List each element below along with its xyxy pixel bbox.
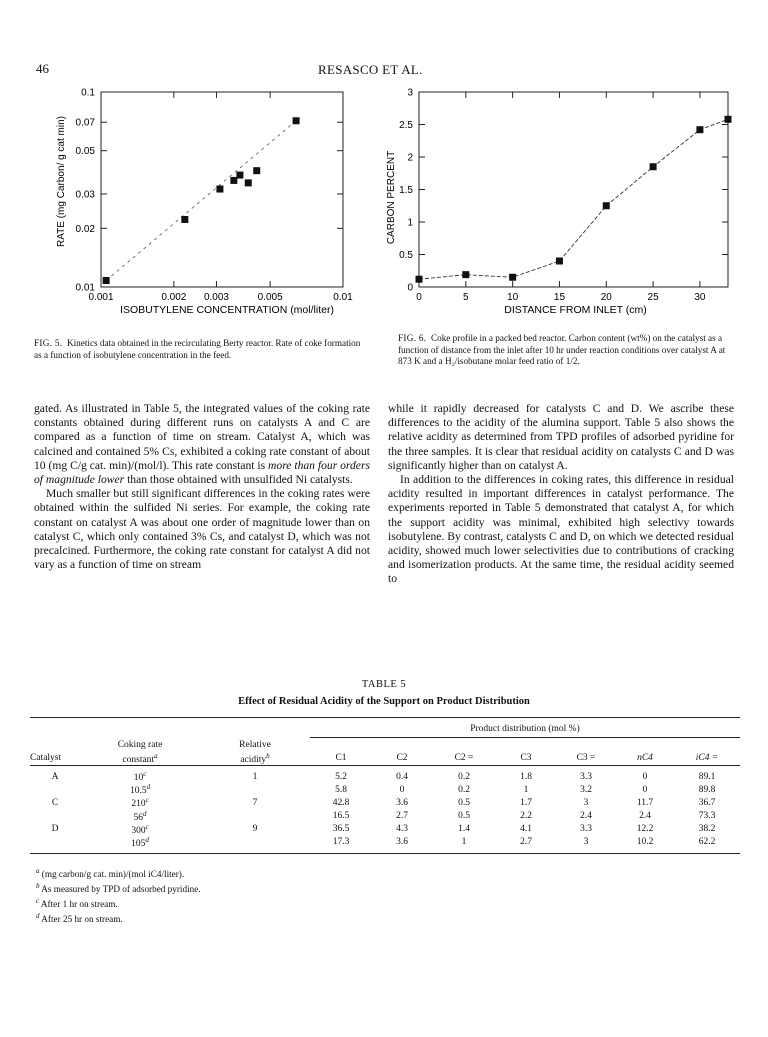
x-tick-label: 0.005 xyxy=(257,292,283,303)
th-product-nc4: nC4 xyxy=(616,751,674,766)
cell-coking-constant xyxy=(80,796,200,809)
y-tick-label: 0.07 xyxy=(75,117,95,129)
figure-5-chart xyxy=(0,80,378,336)
data-point xyxy=(603,202,610,209)
x-tick-label: 5 xyxy=(463,292,469,303)
table-footnote xyxy=(36,910,436,925)
y-axis-label: CARBON PERCENT xyxy=(386,150,397,245)
data-point xyxy=(293,117,300,124)
cell-product-value: 0 xyxy=(642,784,648,795)
cell-product-value: 42.8 xyxy=(332,797,350,808)
th-product-c2: C2 xyxy=(372,751,432,766)
cell-product-value: 0 xyxy=(642,771,648,782)
cell-product-value: 3.3 xyxy=(580,771,592,782)
figure-5-caption-label: FIG. 5. xyxy=(34,338,63,348)
x-tick-label: 0.003 xyxy=(203,292,229,303)
cell-coking-value: 10.5 xyxy=(129,786,147,797)
cell-product-value: 17.3 xyxy=(310,836,372,854)
data-point xyxy=(245,179,252,186)
data-point xyxy=(253,167,260,174)
series-line xyxy=(419,119,728,279)
th-constant xyxy=(80,751,200,766)
th-constant-text: constant xyxy=(122,754,155,765)
data-point xyxy=(181,216,188,223)
y-tick-label: 1 xyxy=(407,217,413,229)
th-product-ic4-ene: iC4 = xyxy=(674,751,740,766)
cell-product-value: 2.4 xyxy=(639,811,651,822)
cell-product-value: 16.5 xyxy=(332,811,350,822)
table-5 xyxy=(30,721,740,854)
data-point xyxy=(416,276,423,283)
cell-product-value: 4.1 xyxy=(520,824,532,835)
table-5-label: TABLE 5 xyxy=(361,679,407,690)
cell-product-value: 2.2 xyxy=(520,811,532,822)
cell-acidity: 1 xyxy=(252,771,258,782)
y-tick-label: 0.02 xyxy=(75,223,95,235)
cell-catalyst: A xyxy=(51,771,59,782)
cell-product-value: 62.2 xyxy=(674,836,740,854)
cell-catalyst: C xyxy=(51,797,59,808)
left-para-1-emphasis: more than four orders of magnitude lower xyxy=(34,458,370,487)
footnote-mark: a xyxy=(36,867,40,875)
right-para-2: In addition to the differences in coking rates, this difference in residual acidity resulted in important differences in catalyst performance. The experiments reported in Table 5 demonstrated that catalyst A, for which the support acidity was minimal, exhibited high selectivy towards isobutylene. By contrast, catalysts C and D, on which we detected residual acidity, showed much lower selectivities due to contributions of cracking and isomerization products. At the same time, the residual acidity seemed to xyxy=(388,473,734,586)
th-constant-sup: a xyxy=(154,751,158,760)
th-product-c2-ene: C2 = xyxy=(432,751,496,766)
cell-product-value: 1.4 xyxy=(458,824,470,835)
cell-product-value: 2.4 xyxy=(580,811,592,822)
table-row xyxy=(30,783,740,796)
trend-line xyxy=(106,121,296,281)
y-tick-label: 1.5 xyxy=(399,185,413,196)
x-tick-label: 0 xyxy=(416,292,422,303)
cell-product-value: 0.4 xyxy=(396,771,408,782)
cell-product-value: 73.3 xyxy=(698,811,716,822)
y-tick-label: 0 xyxy=(407,282,413,294)
cell-product-value: 3 xyxy=(583,797,589,808)
x-tick-label: 0.001 xyxy=(88,292,114,303)
table-footnote xyxy=(36,865,436,880)
cell-product-value: 3.6 xyxy=(396,797,408,808)
cell-coking-sup: d xyxy=(146,783,151,792)
cell-product-value: 12.2 xyxy=(636,824,654,835)
cell-coking-constant xyxy=(80,766,200,784)
cell-coking-constant xyxy=(80,783,200,796)
cell-product-value: 0.5 xyxy=(458,811,470,822)
data-point xyxy=(230,177,237,184)
th-coking-rate: Coking rate xyxy=(117,740,163,751)
table-row xyxy=(30,836,740,854)
plot-frame xyxy=(419,92,728,287)
cell-coking-sup: c xyxy=(143,770,147,779)
cell-coking-value: 105 xyxy=(131,839,146,850)
th-relative: Relative xyxy=(239,740,271,751)
cell-product-value: 1.8 xyxy=(520,771,532,782)
cell-acidity xyxy=(200,810,310,823)
cell-coking-value: 10 xyxy=(133,773,144,784)
th-product-c1: C1 xyxy=(310,751,372,766)
cell-coking-constant xyxy=(80,823,200,836)
data-point xyxy=(103,277,110,284)
table-footnote xyxy=(36,880,436,895)
cell-product-value: 0 xyxy=(399,784,405,795)
figure-6-chart xyxy=(378,80,756,336)
data-point xyxy=(236,172,243,179)
y-tick-label: 0.03 xyxy=(75,189,95,201)
th-acidity xyxy=(200,751,310,766)
table-row xyxy=(30,810,740,823)
cell-product-value: 3 xyxy=(556,836,616,854)
x-tick-label: 20 xyxy=(600,292,612,303)
cell-product-value: 36.7 xyxy=(698,797,716,808)
x-tick-label: 25 xyxy=(647,292,659,303)
cell-coking-sup: d xyxy=(145,835,149,844)
x-tick-label: 10 xyxy=(507,292,519,303)
table-row xyxy=(30,796,740,809)
page-number: 46 xyxy=(36,61,49,76)
footnote-mark: b xyxy=(36,882,40,891)
table-5-body xyxy=(30,766,740,854)
cell-product-value: 0.5 xyxy=(458,797,470,808)
cell-acidity xyxy=(200,836,310,854)
footnote-text: As measured by TPD of adsorbed pyridine. xyxy=(39,884,201,895)
cell-product-value: 89.8 xyxy=(698,784,716,795)
cell-coking-constant xyxy=(80,836,200,854)
y-tick-label: 2 xyxy=(407,152,413,164)
cell-acidity: 9 xyxy=(252,824,258,835)
figure-5-caption xyxy=(34,338,367,361)
figure-6-caption xyxy=(398,333,734,368)
cell-product-value: 11.7 xyxy=(636,797,654,808)
left-para-2: Much smaller but still significant differences in the coking rates were obtained within the sulfided Ni series. For example, the coking rate constant on catalyst A was about one order of magnitude lower than on catalyst C, which only contained 3% Cs, and catalyst D, which was not precalcined. Furthermore, the coking rate constant for catalyst A did not vary as a function of time on stream xyxy=(34,487,370,572)
y-axis-label: RATE (mg Carbon/ g cat min) xyxy=(56,116,67,247)
y-tick-label: 0.1 xyxy=(81,87,95,99)
table-row xyxy=(30,823,740,836)
cell-coking-constant xyxy=(80,810,200,823)
cell-catalyst xyxy=(30,836,80,854)
th-catalyst: Catalyst xyxy=(30,751,80,766)
cell-product-value: 5.8 xyxy=(335,784,347,795)
right-para-1: while it rapidly decreased for catalysts C and D. We ascribe these differences to the acidity of the alumina support. Table 5 also shows the relative acidity as determined from TPD profiles of adsorbed pyridine for the three samples. It is clear that residual acidity on catalysts C and D was significantly higher than on catalyst A. xyxy=(388,402,734,472)
data-point xyxy=(509,274,516,281)
x-tick-label: 15 xyxy=(553,292,566,303)
x-tick-label: 0.002 xyxy=(161,292,187,303)
table-footnote xyxy=(36,895,436,910)
footnote-mark: d xyxy=(36,912,40,921)
table-5-title: Effect of Residual Acidity of the Support on Product Distribution xyxy=(238,696,530,707)
cell-coking-sup: c xyxy=(145,822,149,831)
y-tick-label: 2.5 xyxy=(399,120,413,131)
y-tick-label: 0.01 xyxy=(75,282,95,294)
cell-coking-value: 56 xyxy=(133,812,143,823)
cell-acidity: 7 xyxy=(252,797,258,808)
cell-product-value: 89.1 xyxy=(698,771,716,782)
figure-5-caption-text: Kinetics data obtained in the recirculating Berty reactor. Rate of coke formation as a function of isobutylene concentration in the feed. xyxy=(34,338,361,360)
cell-product-value: 38.2 xyxy=(698,824,716,835)
data-point xyxy=(725,116,732,123)
x-tick-label: 30 xyxy=(694,292,706,303)
th-product-c3: C3 xyxy=(496,751,556,766)
cell-acidity xyxy=(200,783,310,796)
left-para-1b: than those obtained with unsulfided Ni catalysts. xyxy=(124,473,353,487)
cell-product-value: 2.7 xyxy=(396,811,408,822)
data-point xyxy=(650,163,657,170)
y-tick-label: 3 xyxy=(407,87,413,99)
x-axis-label: DISTANCE FROM INLET (cm) xyxy=(504,304,647,316)
figure-6-caption-text: Coke profile in a packed bed reactor. Carbon content (wt%) on the catalyst as a function of distance from the inlet after 10 hr under reaction conditions over catalyst A at 873 K and a H₂/isobutane molar feed ratio of 1/2. xyxy=(398,333,726,366)
footnote-text: (mg carbon/g cat. min)/(mol iC4/liter). xyxy=(39,869,185,880)
table-5-top-rule xyxy=(30,717,740,718)
footnote-mark: c xyxy=(36,897,40,906)
body-column-right xyxy=(388,402,734,587)
footnote-text: After 25 hr on stream. xyxy=(39,914,123,925)
data-point xyxy=(696,126,703,133)
th-acidity-sup: b xyxy=(266,751,270,760)
table-row xyxy=(30,766,740,784)
th-acidity-text: acidity xyxy=(240,754,267,765)
table-5-group-header: Product distribution (mol %) xyxy=(310,721,740,738)
cell-product-value: 5.2 xyxy=(335,771,347,782)
data-point xyxy=(462,271,469,278)
x-axis-label: ISOBUTYLENE CONCENTRATION (mol/liter) xyxy=(120,304,334,316)
y-tick-label: 0.5 xyxy=(399,250,413,261)
cell-product-value: 2.7 xyxy=(496,836,556,854)
x-tick-label: 0.01 xyxy=(333,292,353,303)
figure-6-caption-label: FIG. 6. xyxy=(398,333,427,343)
data-point xyxy=(556,258,563,265)
left-para-1a: gated. As illustrated in Table 5, the integrated values of the coking rate constants obtained during different runs on catalysts A and C are compared as a function of time on stream. Catalyst A, which was calcined and contained 5% Cs, exhibited a coking rate constant of about 10 (mg C/g cat. min)/(mol/l). This rate constant is xyxy=(34,402,370,472)
cell-catalyst: D xyxy=(51,824,59,835)
cell-product-value: 0.2 xyxy=(458,784,470,795)
cell-catalyst xyxy=(30,810,80,823)
cell-coking-value: 210 xyxy=(131,799,146,810)
cell-product-value: 3.3 xyxy=(580,824,592,835)
cell-product-value: 10.2 xyxy=(616,836,674,854)
data-point xyxy=(216,186,223,193)
th-product-c3-ene: C3 = xyxy=(556,751,616,766)
cell-product-value: 3.2 xyxy=(580,784,592,795)
table-5-footnotes xyxy=(36,865,436,925)
cell-coking-sup: d xyxy=(143,809,147,818)
running-title: RESASCO ET AL. xyxy=(318,62,423,77)
cell-coking-value: 300 xyxy=(131,825,146,836)
cell-catalyst xyxy=(30,783,80,796)
cell-product-value: 1.7 xyxy=(520,797,532,808)
footnote-text: After 1 hr on stream. xyxy=(39,899,118,910)
cell-product-value: 1 xyxy=(523,784,529,795)
cell-product-value: 36.5 xyxy=(332,824,350,835)
cell-coking-sup: c xyxy=(145,796,149,805)
cell-product-value: 0.2 xyxy=(458,771,470,782)
cell-product-value: 4.3 xyxy=(396,824,408,835)
cell-product-value: 1 xyxy=(432,836,496,854)
y-tick-label: 0.05 xyxy=(75,146,95,158)
body-column-left xyxy=(34,402,370,572)
cell-product-value: 3.6 xyxy=(372,836,432,854)
